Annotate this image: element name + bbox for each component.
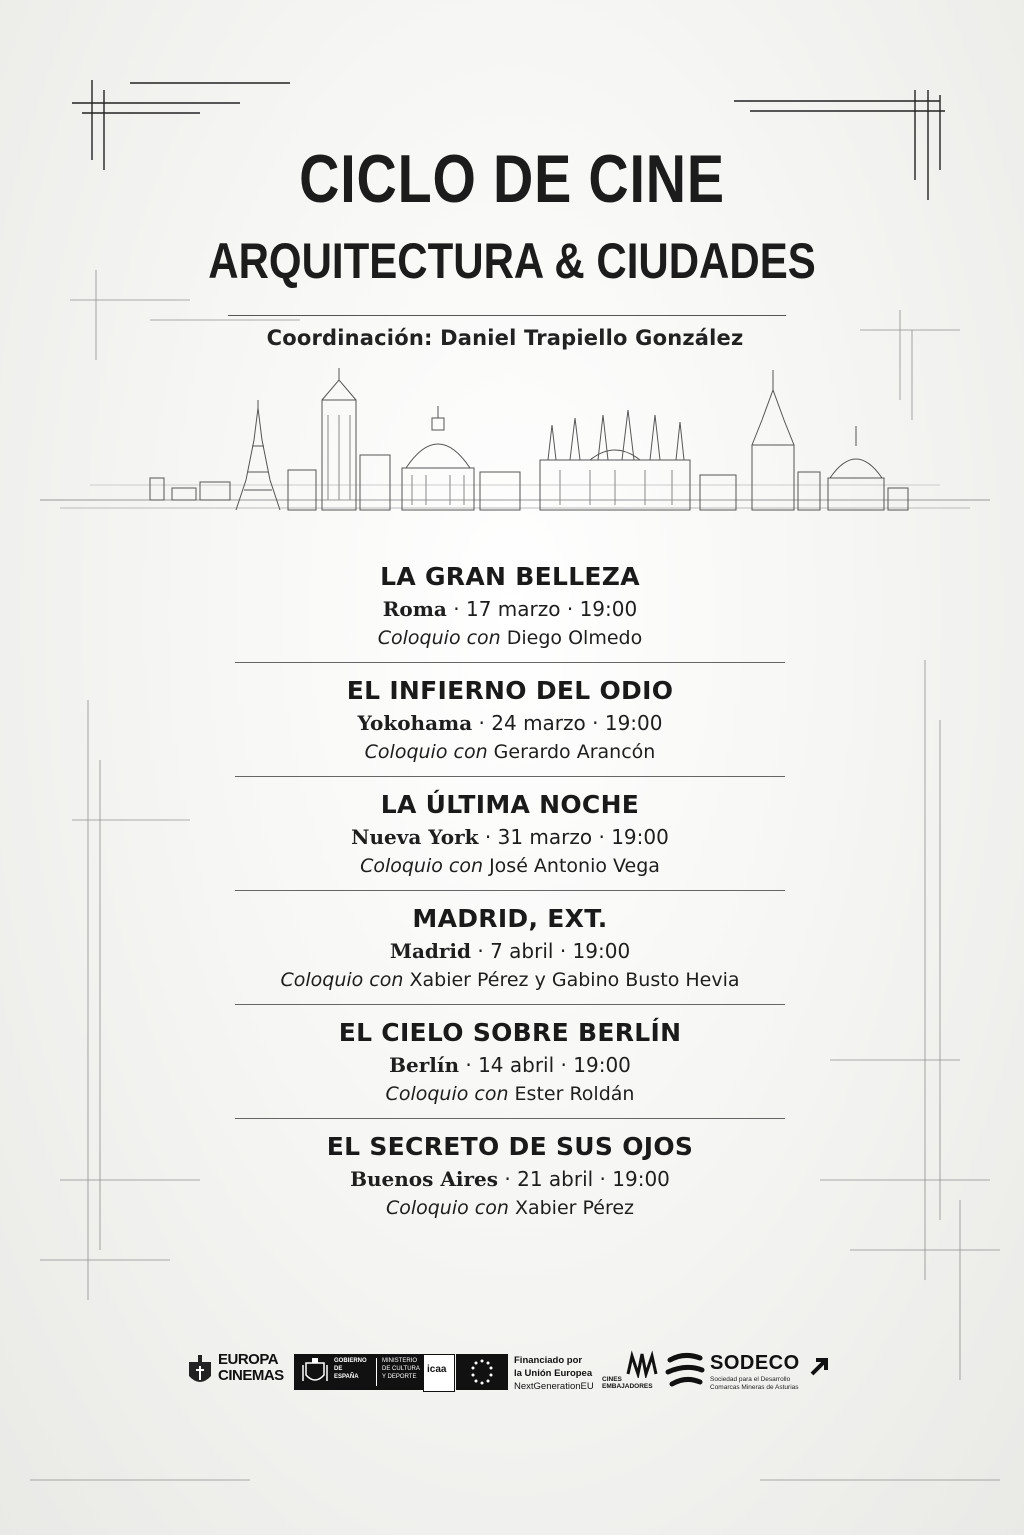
nextgeneration-text: NextGenerationEU <box>514 1381 594 1392</box>
separator-dot: · <box>598 825 605 849</box>
film-entry <box>225 1016 795 1108</box>
film-time: 19:00 <box>572 939 631 963</box>
separator-dot: · <box>559 939 567 963</box>
coordination-credit: Coordinación: Daniel Trapiello González <box>266 326 744 350</box>
separator-dot: · <box>453 597 460 621</box>
talk-prefix: Coloquio con <box>377 627 501 649</box>
cinemas-text: CINEMAS <box>218 1367 284 1384</box>
talk-guest: José Antonio Vega <box>489 855 660 877</box>
film-city: Roma <box>382 597 447 621</box>
separator-dot: · <box>504 1167 511 1191</box>
film-date: 31 marzo <box>497 825 593 849</box>
film-city: Nueva York <box>351 825 479 849</box>
film-talk <box>225 966 795 994</box>
financiado-text: Financiado por <box>514 1355 583 1366</box>
espana-text: ESPAÑA <box>334 1374 359 1380</box>
sodeco-sub-2: Comarcas Mineras de Asturias <box>710 1384 799 1391</box>
separator-dot: · <box>477 939 484 963</box>
film-date: 24 marzo <box>491 711 586 735</box>
talk-prefix: Coloquio con <box>360 855 484 877</box>
cultura-text: DE CULTURA <box>382 1366 420 1372</box>
film-talk <box>225 1194 795 1222</box>
film-city: Berlín <box>389 1053 459 1077</box>
cines-text: CINES <box>602 1376 622 1383</box>
film-city: Buenos Aires <box>350 1167 499 1191</box>
separator-dot: · <box>566 597 574 621</box>
talk-prefix: Coloquio con <box>385 1197 509 1219</box>
film-city: Yokohama <box>357 711 473 735</box>
film-details <box>225 594 795 624</box>
separator-dot: · <box>592 711 599 735</box>
talk-prefix: Coloquio con <box>385 1083 509 1105</box>
sodeco-sub-1: Sociedad para el Desarrollo <box>710 1376 791 1383</box>
film-time: 19:00 <box>611 825 669 849</box>
europa-text: EUROPA <box>218 1351 279 1368</box>
spain-coat-of-arms-icon <box>302 1357 328 1387</box>
film-city: Madrid <box>389 939 472 963</box>
talk-prefix: Coloquio con <box>280 969 404 991</box>
film-entry <box>225 1130 795 1222</box>
film-talk <box>225 852 795 880</box>
film-entry <box>225 674 795 766</box>
union-europea-text: la Unión Europea <box>514 1368 593 1379</box>
talk-guest: Gerardo Arancón <box>493 741 656 763</box>
film-details <box>225 936 795 966</box>
arrow-up-right-icon <box>808 1356 830 1378</box>
film-talk <box>225 624 795 652</box>
separator-dot: · <box>465 1053 472 1077</box>
eu-flag-icon <box>456 1354 508 1390</box>
film-divider <box>235 1118 785 1119</box>
sponsor-logos <box>186 1350 846 1394</box>
film-divider <box>235 776 785 777</box>
eu-stars-icon <box>456 1354 508 1390</box>
deporte-text: Y DEPORTE <box>382 1374 417 1380</box>
sodeco-text: SODECO <box>710 1352 800 1374</box>
talk-prefix: Coloquio con <box>364 741 488 763</box>
separator-dot: · <box>478 711 485 735</box>
separator-dot: · <box>484 825 492 849</box>
gobierno-ministerio-logo <box>294 1354 434 1390</box>
film-talk <box>225 1080 795 1108</box>
separator-dot: · <box>599 1167 606 1191</box>
header-rule <box>228 315 786 316</box>
film-title: MADRID, EXT. <box>412 904 608 933</box>
sodeco-symbol-icon <box>664 1352 706 1390</box>
film-divider <box>235 662 785 663</box>
film-time: 19:00 <box>579 597 638 621</box>
talk-guest: Diego Olmedo <box>506 627 643 649</box>
film-date: 7 abril <box>490 939 554 963</box>
film-title: EL SECRETO DE SUS OJOS <box>326 1132 694 1161</box>
film-date: 21 abril <box>517 1167 594 1191</box>
logo-divider <box>376 1358 377 1386</box>
film-title: LA ÚLTIMA NOCHE <box>380 790 640 819</box>
film-entry <box>225 560 795 652</box>
film-schedule <box>225 560 795 1222</box>
eu-funding-text <box>514 1354 594 1393</box>
cycle-subtitle: ARQUITECTURA & CIUDADES <box>208 233 816 289</box>
asturias-crest-icon <box>186 1354 214 1390</box>
separator-dot: · <box>560 1053 567 1077</box>
gobierno-text: GOBIERNO <box>334 1358 367 1364</box>
talk-guest: Xabier Pérez <box>514 1197 635 1219</box>
film-details <box>225 1164 795 1194</box>
film-title: EL INFIERNO DEL ODIO <box>346 676 674 705</box>
film-entry <box>225 902 795 994</box>
embajadores-mark-icon <box>624 1350 660 1378</box>
film-talk <box>225 738 795 766</box>
talk-guest: Ester Roldán <box>514 1083 635 1105</box>
embajadores-text: EMBAJADORES <box>602 1383 653 1390</box>
film-time: 19:00 <box>604 711 663 735</box>
de-text: DE <box>334 1366 343 1372</box>
icaa-text: icaa <box>427 1364 447 1375</box>
film-date: 17 marzo <box>465 597 561 621</box>
film-title: LA GRAN BELLEZA <box>380 562 640 591</box>
film-date: 14 abril <box>478 1053 555 1077</box>
film-details <box>225 1050 795 1080</box>
film-time: 19:00 <box>612 1167 670 1191</box>
film-details <box>225 708 795 738</box>
city-skyline-illustration <box>0 360 1024 540</box>
film-time: 19:00 <box>573 1053 631 1077</box>
cycle-title: CICLO DE CINE <box>299 141 725 217</box>
film-divider <box>235 890 785 891</box>
talk-guest: Xabier Pérez y Gabino Busto Hevia <box>409 969 740 991</box>
ministerio-text: MINISTERIO <box>382 1358 418 1364</box>
film-details <box>225 822 795 852</box>
film-title: EL CIELO SOBRE BERLÍN <box>338 1018 682 1047</box>
film-divider <box>235 1004 785 1005</box>
film-entry <box>225 788 795 880</box>
